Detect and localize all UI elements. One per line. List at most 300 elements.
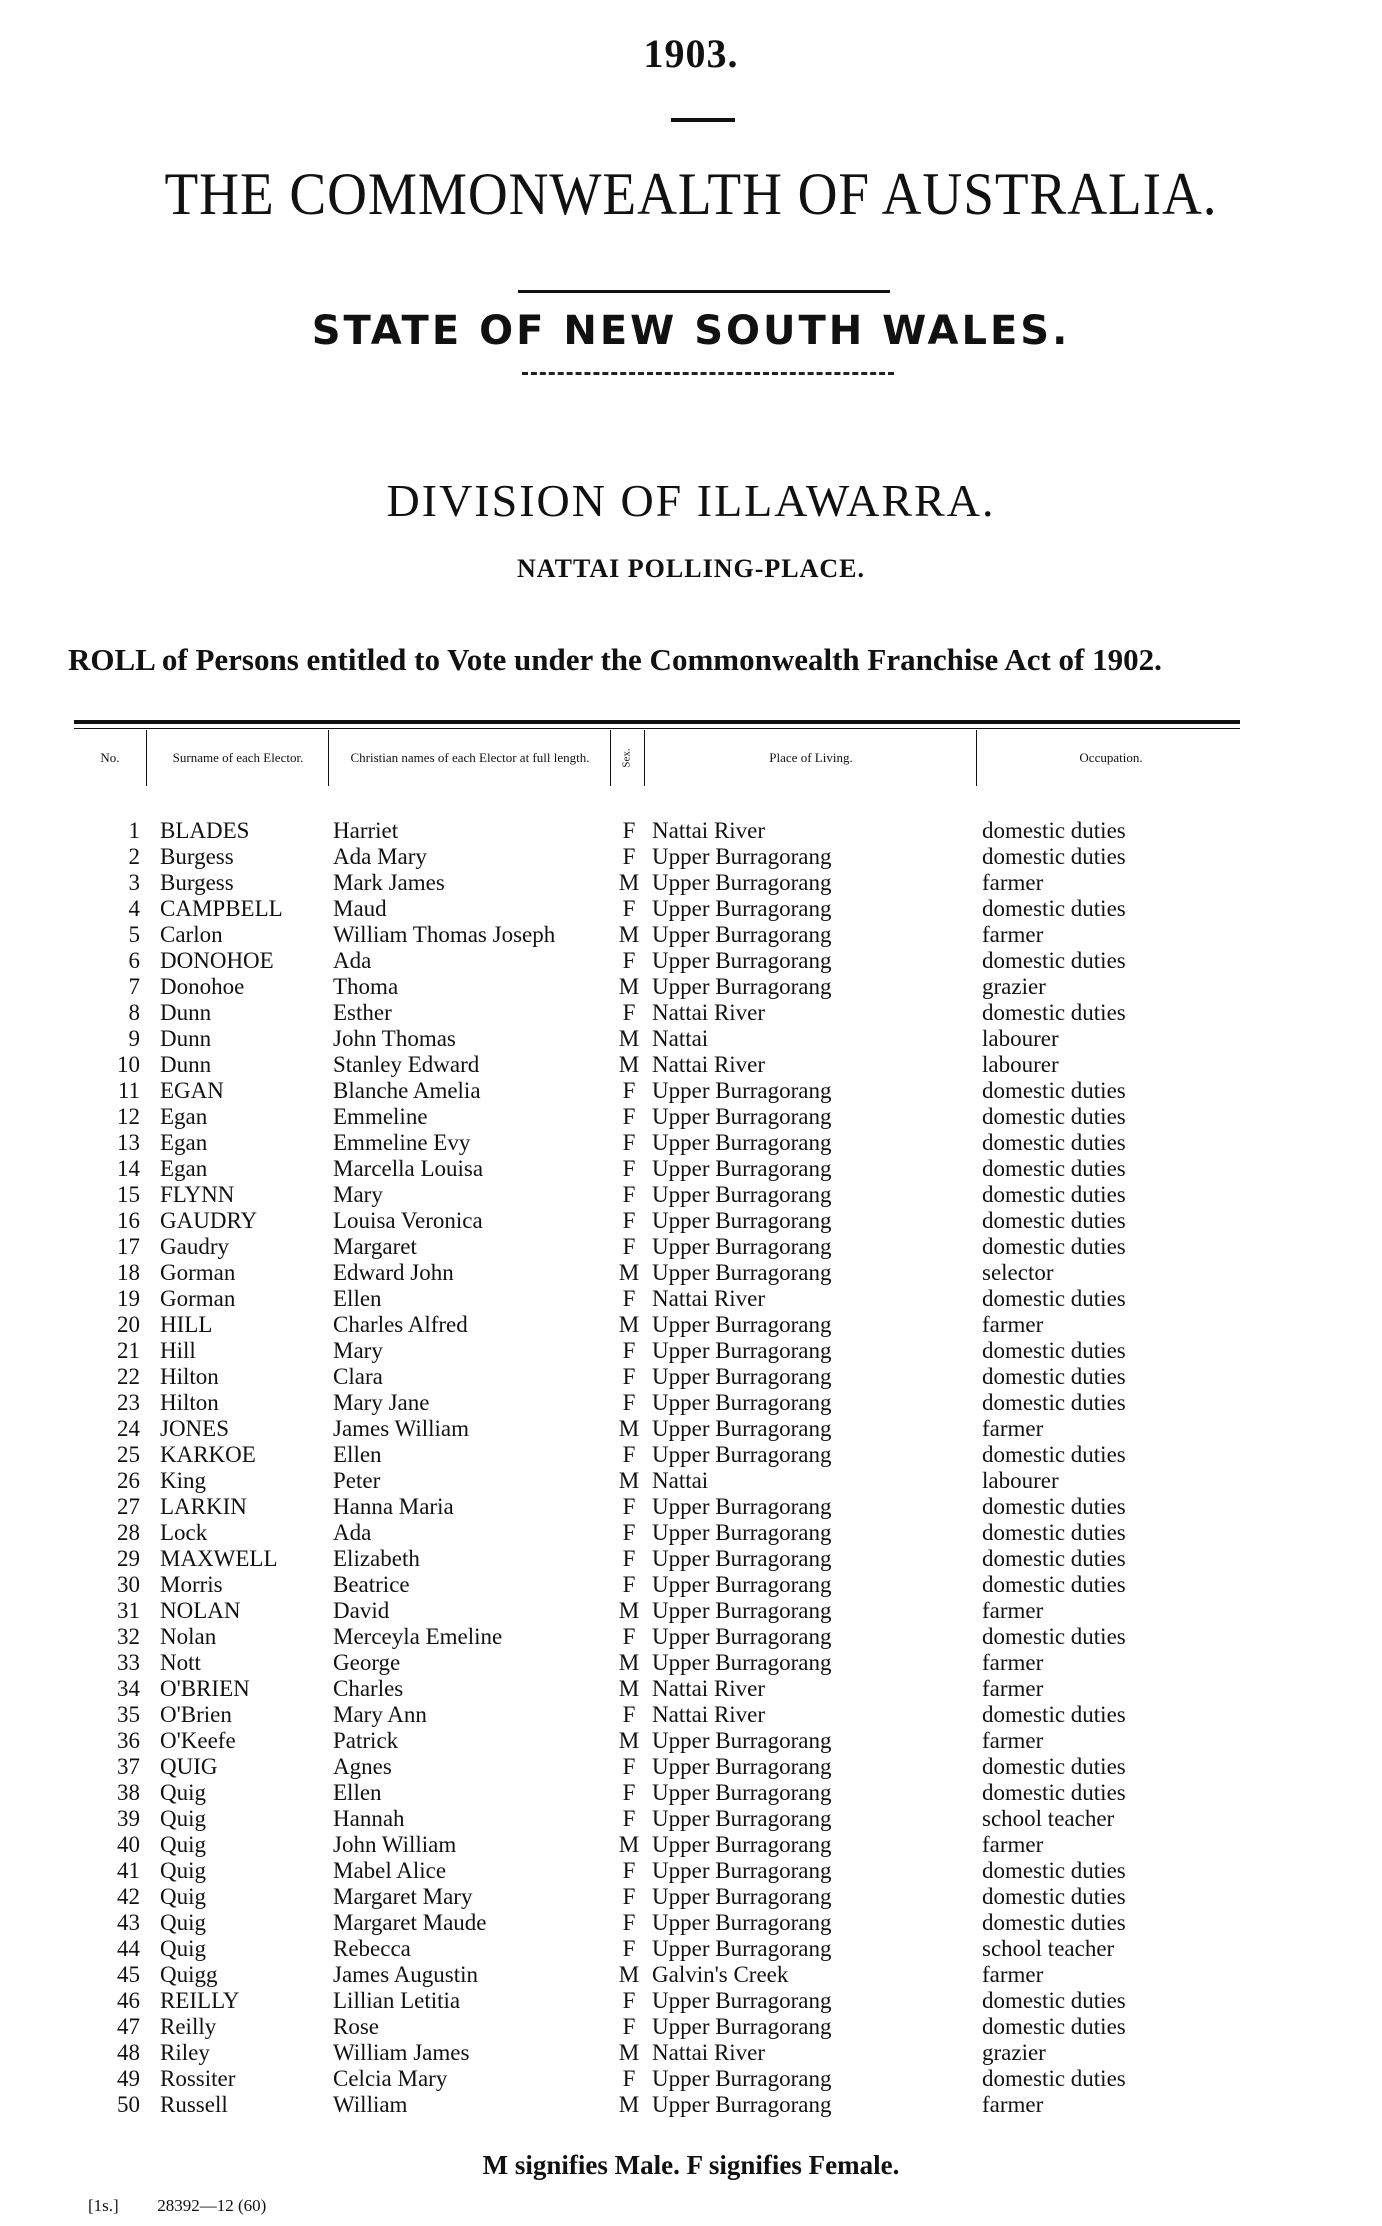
cell-no: 21 <box>117 1338 140 1363</box>
table-row <box>0 2092 1382 2118</box>
cell-christian: Margaret Maude <box>333 1910 487 1935</box>
cell-occupation: grazier <box>982 974 1046 999</box>
cell-sex: M <box>618 1026 640 1051</box>
cell-sex: F <box>622 1988 636 2013</box>
cell-surname: MAXWELL <box>160 1546 278 1571</box>
cell-christian: Maud <box>333 896 387 921</box>
cell-sex: F <box>622 1520 636 1545</box>
cell-no: 50 <box>117 2092 140 2117</box>
cell-occupation: selector <box>982 1260 1054 1285</box>
cell-sex: F <box>622 1182 636 1207</box>
cell-no: 2 <box>128 844 140 869</box>
table-row <box>0 2040 1382 2066</box>
cell-sex: F <box>622 1208 636 1233</box>
cell-christian: Emmeline Evy <box>333 1130 471 1155</box>
cell-no: 11 <box>117 1078 140 1103</box>
cell-surname: Egan <box>160 1130 208 1155</box>
cell-place: Upper Burragorang <box>652 870 832 895</box>
cell-no: 22 <box>117 1364 140 1389</box>
cell-no: 47 <box>117 2014 140 2039</box>
cell-christian: Mary Jane <box>333 1390 430 1415</box>
cell-surname: Gorman <box>160 1260 236 1285</box>
cell-no: 24 <box>117 1416 140 1441</box>
cell-christian: Beatrice <box>333 1572 410 1597</box>
cell-surname: Nolan <box>160 1624 217 1649</box>
cell-occupation: domestic duties <box>982 1442 1126 1467</box>
cell-place: Upper Burragorang <box>652 974 832 999</box>
cell-occupation: domestic duties <box>982 1000 1126 1025</box>
cell-no: 37 <box>117 1754 140 1779</box>
table-row <box>0 1416 1382 1442</box>
cell-place: Upper Burragorang <box>652 1858 832 1883</box>
cell-place: Upper Burragorang <box>652 1910 832 1935</box>
cell-sex: F <box>622 1234 636 1259</box>
table-row <box>0 1962 1382 1988</box>
cell-occupation: domestic duties <box>982 1520 1126 1545</box>
table-row <box>0 1208 1382 1234</box>
cell-place: Upper Burragorang <box>652 1234 832 1259</box>
cell-occupation: domestic duties <box>982 1286 1126 1311</box>
elector-table-body <box>0 818 1382 2118</box>
cell-sex: F <box>622 1364 636 1389</box>
cell-occupation: domestic duties <box>982 1104 1126 1129</box>
cell-christian: Margaret Mary <box>333 1884 473 1909</box>
cell-christian: Elizabeth <box>333 1546 420 1571</box>
cell-sex: M <box>618 922 640 947</box>
cell-sex: M <box>618 1312 640 1337</box>
table-row <box>0 1650 1382 1676</box>
cell-no: 27 <box>117 1494 140 1519</box>
cell-christian: Harriet <box>333 818 399 843</box>
table-row <box>0 870 1382 896</box>
cell-sex: F <box>622 1000 636 1025</box>
table-row <box>0 1598 1382 1624</box>
cell-surname: KARKOE <box>160 1442 256 1467</box>
cell-place: Upper Burragorang <box>652 844 832 869</box>
cell-sex: M <box>618 974 640 999</box>
cell-occupation: domestic duties <box>982 1364 1126 1389</box>
cell-christian: Mabel Alice <box>333 1858 447 1883</box>
cell-occupation: farmer <box>982 1650 1044 1675</box>
cell-sex: F <box>622 1546 636 1571</box>
cell-no: 25 <box>117 1442 140 1467</box>
cell-no: 23 <box>117 1390 140 1415</box>
cell-no: 46 <box>117 1988 140 2013</box>
cell-surname: DONOHOE <box>160 948 274 973</box>
cell-surname: Quig <box>160 1832 206 1857</box>
cell-sex: M <box>618 1598 640 1623</box>
cell-christian: Mary <box>333 1338 383 1363</box>
cell-surname: QUIG <box>160 1754 218 1779</box>
document-title: THE COMMONWEALTH OF AUSTRALIA. <box>164 161 1218 227</box>
table-row <box>0 818 1382 844</box>
cell-surname: Hilton <box>160 1390 219 1415</box>
cell-christian: Celcia Mary <box>333 2066 448 2091</box>
cell-no: 35 <box>117 1702 140 1727</box>
cell-sex: M <box>618 1676 640 1701</box>
cell-sex: F <box>622 2014 636 2039</box>
table-row <box>0 1130 1382 1156</box>
cell-christian: Thoma <box>333 974 399 999</box>
cell-occupation: domestic duties <box>982 844 1126 869</box>
cell-christian: Charles <box>333 1676 404 1701</box>
table-row <box>0 1234 1382 1260</box>
cell-christian: George <box>333 1650 401 1675</box>
cell-sex: F <box>622 1572 636 1597</box>
cell-place: Nattai <box>652 1026 709 1051</box>
cell-place: Upper Burragorang <box>652 1104 832 1129</box>
cell-occupation: farmer <box>982 2092 1044 2117</box>
cell-sex: F <box>622 1806 636 1831</box>
cell-place: Upper Burragorang <box>652 1208 832 1233</box>
cell-place: Upper Burragorang <box>652 1442 832 1467</box>
cell-place: Nattai River <box>652 818 766 843</box>
cell-sex: F <box>622 844 636 869</box>
cell-place: Upper Burragorang <box>652 1806 832 1831</box>
rule-divider <box>671 118 735 122</box>
cell-christian: Ellen <box>333 1780 382 1805</box>
table-row <box>0 844 1382 870</box>
cell-no: 4 <box>128 896 140 921</box>
cell-sex: F <box>622 1494 636 1519</box>
cell-surname: Quig <box>160 1780 206 1805</box>
cell-surname: JONES <box>160 1416 230 1441</box>
cell-sex: M <box>618 1728 640 1753</box>
table-row <box>0 1390 1382 1416</box>
cell-christian: Ellen <box>333 1286 382 1311</box>
table-row <box>0 1624 1382 1650</box>
state-heading: STATE OF NEW SOUTH WALES. <box>311 308 1071 354</box>
cell-surname: Nott <box>160 1650 201 1675</box>
cell-occupation: domestic duties <box>982 1494 1126 1519</box>
cell-christian: James William <box>333 1416 469 1441</box>
cell-surname: Dunn <box>160 1052 212 1077</box>
cell-sex: F <box>622 1338 636 1363</box>
cell-no: 43 <box>117 1910 140 1935</box>
table-row <box>0 1728 1382 1754</box>
cell-place: Nattai River <box>652 1676 766 1701</box>
cell-surname: Hilton <box>160 1364 219 1389</box>
cell-no: 28 <box>117 1520 140 1545</box>
cell-sex: F <box>622 1780 636 1805</box>
cell-surname: Hill <box>160 1338 196 1363</box>
cell-place: Upper Burragorang <box>652 1338 832 1363</box>
cell-no: 16 <box>117 1208 140 1233</box>
cell-no: 31 <box>117 1598 140 1623</box>
cell-no: 49 <box>117 2066 140 2091</box>
table-row <box>0 1468 1382 1494</box>
cell-sex: M <box>618 1962 640 1987</box>
cell-occupation: school teacher <box>982 1806 1115 1831</box>
cell-sex: F <box>622 1754 636 1779</box>
cell-occupation: domestic duties <box>982 1208 1126 1233</box>
cell-occupation: domestic duties <box>982 1702 1126 1727</box>
cell-christian: Rose <box>333 2014 379 2039</box>
table-row <box>0 1286 1382 1312</box>
cell-christian: John Thomas <box>333 1026 456 1051</box>
cell-occupation: domestic duties <box>982 1910 1126 1935</box>
cell-occupation: domestic duties <box>982 1572 1126 1597</box>
cell-surname: NOLAN <box>160 1598 241 1623</box>
table-top-rule <box>74 728 1240 729</box>
cell-sex: F <box>622 1858 636 1883</box>
table-row <box>0 948 1382 974</box>
cell-sex: M <box>618 1416 640 1441</box>
cell-sex: M <box>618 1650 640 1675</box>
cell-occupation: domestic duties <box>982 896 1126 921</box>
table-row <box>0 1338 1382 1364</box>
table-row <box>0 1546 1382 1572</box>
cell-place: Upper Burragorang <box>652 2066 832 2091</box>
cell-place: Upper Burragorang <box>652 1260 832 1285</box>
cell-occupation: farmer <box>982 1832 1044 1857</box>
cell-no: 9 <box>128 1026 140 1051</box>
cell-surname: Quig <box>160 1858 206 1883</box>
cell-no: 15 <box>117 1182 140 1207</box>
cell-sex: F <box>622 1156 636 1181</box>
cell-no: 44 <box>117 1936 140 1961</box>
cell-christian: Patrick <box>333 1728 399 1753</box>
cell-christian: Agnes <box>333 1754 392 1779</box>
cell-christian: William James <box>333 2040 470 2065</box>
cell-place: Nattai River <box>652 2040 766 2065</box>
cell-christian: Ellen <box>333 1442 382 1467</box>
cell-no: 39 <box>117 1806 140 1831</box>
cell-place: Nattai River <box>652 1052 766 1077</box>
cell-place: Upper Burragorang <box>652 1780 832 1805</box>
cell-occupation: school teacher <box>982 1936 1115 1961</box>
cell-place: Upper Burragorang <box>652 1624 832 1649</box>
cell-sex: F <box>622 1910 636 1935</box>
cell-place: Upper Burragorang <box>652 1754 832 1779</box>
cell-no: 36 <box>117 1728 140 1753</box>
cell-christian: William Thomas Joseph <box>333 922 556 947</box>
cell-place: Upper Burragorang <box>652 1936 832 1961</box>
cell-no: 42 <box>117 1884 140 1909</box>
cell-sex: F <box>622 1104 636 1129</box>
cell-sex: F <box>622 1442 636 1467</box>
cell-occupation: farmer <box>982 1962 1044 1987</box>
table-row <box>0 1156 1382 1182</box>
table-row <box>0 1936 1382 1962</box>
cell-christian: John William <box>333 1832 457 1857</box>
cell-surname: Riley <box>160 2040 210 2065</box>
table-row <box>0 922 1382 948</box>
cell-no: 26 <box>117 1468 140 1493</box>
cell-no: 17 <box>117 1234 140 1259</box>
cell-no: 19 <box>117 1286 140 1311</box>
cell-no: 33 <box>117 1650 140 1675</box>
cell-surname: Egan <box>160 1156 208 1181</box>
cell-surname: Rossiter <box>160 2066 236 2091</box>
cell-no: 6 <box>128 948 140 973</box>
cell-no: 14 <box>117 1156 140 1181</box>
column-header-christian-names: Christian names of each Elector at full length. <box>350 750 590 765</box>
cell-place: Upper Burragorang <box>652 1364 832 1389</box>
cell-occupation: domestic duties <box>982 1234 1126 1259</box>
cell-sex: M <box>618 870 640 895</box>
table-row <box>0 2066 1382 2092</box>
cell-christian: Louisa Veronica <box>333 1208 483 1233</box>
cell-place: Upper Burragorang <box>652 1390 832 1415</box>
cell-occupation: domestic duties <box>982 1624 1126 1649</box>
cell-surname: LARKIN <box>160 1494 247 1519</box>
cell-place: Upper Burragorang <box>652 1130 832 1155</box>
table-row <box>0 1312 1382 1338</box>
cell-occupation: domestic duties <box>982 1182 1126 1207</box>
cell-surname: Lock <box>160 1520 208 1545</box>
cell-sex: F <box>622 1390 636 1415</box>
cell-surname: HILL <box>160 1312 213 1337</box>
cell-surname: Russell <box>160 2092 228 2117</box>
cell-place: Nattai <box>652 1468 709 1493</box>
cell-place: Upper Burragorang <box>652 1728 832 1753</box>
cell-sex: F <box>622 1130 636 1155</box>
cell-occupation: domestic duties <box>982 1078 1126 1103</box>
cell-sex: F <box>622 1936 636 1961</box>
cell-christian: Mary Ann <box>333 1702 427 1727</box>
cell-place: Upper Burragorang <box>652 896 832 921</box>
cell-christian: Hanna Maria <box>333 1494 454 1519</box>
cell-occupation: farmer <box>982 1676 1044 1701</box>
cell-place: Upper Burragorang <box>652 1546 832 1571</box>
cell-occupation: domestic duties <box>982 1130 1126 1155</box>
cell-surname: FLYNN <box>160 1182 235 1207</box>
cell-no: 40 <box>117 1832 140 1857</box>
cell-christian: Ada <box>333 948 372 973</box>
cell-christian: Merceyla Emeline <box>333 1624 503 1649</box>
cell-sex: M <box>618 2040 640 2065</box>
table-row <box>0 1884 1382 1910</box>
cell-sex: M <box>618 1260 640 1285</box>
table-row <box>0 1364 1382 1390</box>
cell-christian: James Augustin <box>333 1962 479 1987</box>
cell-christian: Ada <box>333 1520 372 1545</box>
table-row <box>0 1520 1382 1546</box>
cell-christian: Marcella Louisa <box>333 1156 484 1181</box>
rule-divider-dashed <box>522 372 894 375</box>
table-row <box>0 1442 1382 1468</box>
polling-place-heading: NATTAI POLLING-PLACE. <box>517 554 865 583</box>
printer-reference-code: [1s.] <box>88 2196 119 2215</box>
cell-sex: F <box>622 2066 636 2091</box>
column-header-surname: Surname of each Elector. <box>172 750 304 765</box>
column-header-place: Place of Living. <box>769 750 853 765</box>
column-header-sex: Sex. <box>621 748 633 768</box>
table-row <box>0 1988 1382 2014</box>
table-row <box>0 1910 1382 1936</box>
cell-sex: F <box>622 1078 636 1103</box>
cell-place: Upper Burragorang <box>652 1650 832 1675</box>
cell-occupation: domestic duties <box>982 1338 1126 1363</box>
cell-place: Upper Burragorang <box>652 1416 832 1441</box>
cell-surname: GAUDRY <box>160 1208 258 1233</box>
cell-surname: O'Keefe <box>160 1728 236 1753</box>
cell-no: 34 <box>117 1676 140 1701</box>
cell-christian: Blanche Amelia <box>333 1078 481 1103</box>
document-year: 1903. <box>643 31 739 76</box>
division-heading: DIVISION OF ILLAWARRA. <box>386 475 996 526</box>
cell-place: Upper Burragorang <box>652 948 832 973</box>
cell-occupation: labourer <box>982 1052 1059 1077</box>
cell-no: 30 <box>117 1572 140 1597</box>
cell-no: 29 <box>117 1546 140 1571</box>
table-row <box>0 1702 1382 1728</box>
column-separator <box>328 730 329 786</box>
cell-surname: Quigg <box>160 1962 218 1987</box>
cell-no: 8 <box>128 1000 140 1025</box>
cell-christian: David <box>333 1598 390 1623</box>
cell-place: Nattai River <box>652 1702 766 1727</box>
cell-surname: Quig <box>160 1910 206 1935</box>
cell-christian: Clara <box>333 1364 383 1389</box>
cell-occupation: domestic duties <box>982 1754 1126 1779</box>
cell-christian: Edward John <box>333 1260 454 1285</box>
cell-surname: BLADES <box>160 818 250 843</box>
cell-no: 32 <box>117 1624 140 1649</box>
cell-occupation: farmer <box>982 1728 1044 1753</box>
cell-occupation: domestic duties <box>982 948 1126 973</box>
cell-christian: Ada Mary <box>333 844 427 869</box>
cell-christian: Mary <box>333 1182 383 1207</box>
cell-surname: Gorman <box>160 1286 236 1311</box>
cell-occupation: domestic duties <box>982 2014 1126 2039</box>
cell-surname: EGAN <box>160 1078 224 1103</box>
cell-surname: Burgess <box>160 844 234 869</box>
cell-place: Upper Burragorang <box>652 2092 832 2117</box>
cell-sex: M <box>618 2092 640 2117</box>
cell-occupation: farmer <box>982 870 1044 895</box>
cell-place: Nattai River <box>652 1000 766 1025</box>
column-header-no: No. <box>100 750 120 765</box>
cell-sex: F <box>622 1624 636 1649</box>
cell-surname: REILLY <box>160 1988 240 2013</box>
table-row <box>0 974 1382 1000</box>
cell-surname: Quig <box>160 1936 206 1961</box>
cell-christian: Charles Alfred <box>333 1312 468 1337</box>
cell-christian: Hannah <box>333 1806 405 1831</box>
cell-place: Upper Burragorang <box>652 2014 832 2039</box>
cell-occupation: domestic duties <box>982 1780 1126 1805</box>
table-row <box>0 1806 1382 1832</box>
table-row <box>0 896 1382 922</box>
cell-no: 41 <box>117 1858 140 1883</box>
cell-occupation: domestic duties <box>982 2066 1126 2091</box>
cell-christian: Peter <box>333 1468 381 1493</box>
column-separator <box>146 730 147 786</box>
table-row <box>0 1052 1382 1078</box>
cell-sex: M <box>618 1832 640 1857</box>
cell-place: Upper Burragorang <box>652 1572 832 1597</box>
table-row <box>0 2014 1382 2040</box>
rule-divider <box>518 290 890 293</box>
cell-place: Upper Burragorang <box>652 1182 832 1207</box>
cell-surname: O'BRIEN <box>160 1676 250 1701</box>
column-separator <box>644 730 645 786</box>
cell-surname: Egan <box>160 1104 208 1129</box>
cell-sex: M <box>618 1052 640 1077</box>
cell-no: 3 <box>128 870 140 895</box>
cell-occupation: domestic duties <box>982 1546 1126 1571</box>
cell-no: 18 <box>117 1260 140 1285</box>
cell-place: Upper Burragorang <box>652 1156 832 1181</box>
table-row <box>0 1026 1382 1052</box>
cell-sex: F <box>622 948 636 973</box>
table-top-rule <box>74 720 1240 724</box>
cell-no: 10 <box>117 1052 140 1077</box>
cell-occupation: grazier <box>982 2040 1046 2065</box>
printer-reference <box>88 2196 266 2216</box>
